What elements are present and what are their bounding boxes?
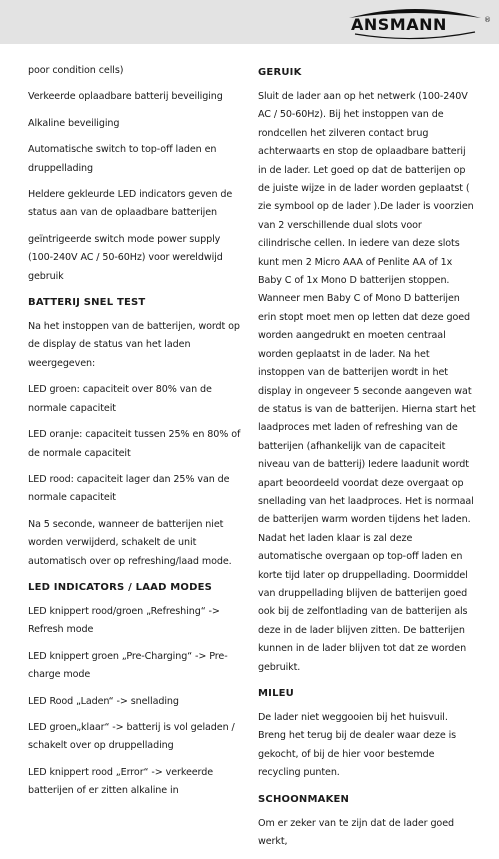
- paragraph: poor condition cells): [28, 65, 124, 76]
- section-heading: MILEU: [258, 688, 294, 699]
- right-column: [258, 62, 476, 859]
- registered-mark: ®: [484, 16, 491, 24]
- page-header: [0, 0, 499, 44]
- paragraph: Automatische switch to top-off laden en druppellading: [28, 144, 217, 174]
- paragraph: De lader niet weggooien bij het huisvuil. Breng het terug bij de dealer waar deze is gekocht, of bij de hier voor bestemde recycling punten.: [258, 712, 457, 779]
- paragraph: LED groen: capaciteit over 80% van de normale capaciteit: [28, 384, 212, 414]
- paragraph: LED Rood „Laden“ -> snellading: [28, 695, 179, 707]
- paragraph: Na het instoppen van de batterijen, wordt op de display de status van het laden weergegeven:: [28, 321, 240, 369]
- paragraph: LED knippert rood „Error“ -> verkeerde batterijen of er zitten alkaline in: [28, 766, 214, 797]
- left-column: [28, 62, 246, 809]
- paragraph: Sluit de lader aan op het netwerk (100-240V AC / 50-60Hz). Bij het instoppen van de rondcellen het zilveren contact brug achterwaarts en stop de oplaadbare batterij in de lader. Let goed op dat de batterijen op de juiste wijze in de lader worden geplaatst ( zie symbool op de lader ).De lader is voorzien van 2 verschillende dual slots voor cilindrische cellen. In iedere van deze slots kunt men 2 Micro AAA of Penlite AA of 1x Baby C of 1x Mono D batterijen stoppen. Wanneer men Baby C of Mono D batterijen erin stopt moet men op letten dat deze goed worden aangedrukt en moeten centraal worden geplaatst in de lader. Na het instoppen van de batterijen wordt in het display in ongeveer 5 seconde aangeven wat de status is van de batterijen. Hierna start het laadproces met laden of refreshing van de batterijen (afhankelijk van de capaciteit niveau van de batterij) Iedere laadunit wordt apart beoordeeld voordat deze overgaat op snellading van het laadproces. Het is normaal de batterijen warm worden tijdens het laden. Nadat het laden klaar is zal deze automatische overgaan op top-off laden en korte tijd later op druppellading. Doormiddel van druppellading blijven de batterijen goed ook bij de zelfontlading van de batterijen als deze in de lader blijven zitten. De batterijen kunnen in de lader blijven tot dat ze worden gebruikt.: [258, 91, 476, 673]
- paragraph: Alkaline beveiliging: [28, 117, 120, 129]
- section-heading: SCHOONMAKEN: [258, 793, 350, 805]
- paragraph: LED rood: capaciteit lager dan 25% van de normale capaciteit: [28, 473, 230, 504]
- ansmann-logo: [345, 6, 491, 40]
- paragraph: Heldere gekleurde LED indicators geven de status aan van de oplaadbare batterijen: [28, 189, 233, 219]
- paragraph: LED knippert rood/groen „Refreshing“ -> Refresh mode: [28, 605, 220, 636]
- paragraph: LED knippert groen „Pre-Charging“ -> Pre-charge mode: [28, 650, 228, 681]
- paragraph: LED groen„klaar“ -> batterij is vol geladen / schakelt over op druppellading: [28, 721, 235, 752]
- section-heading: GERUIK: [258, 67, 302, 78]
- paragraph: Verkeerde oplaadbare batterij beveiliging: [28, 91, 223, 103]
- paragraph: geïntrigeerde switch mode power supply (100-240V AC / 50-60Hz) voor wereldwijd gebruik: [28, 233, 223, 282]
- section-heading: BATTERIJ SNEL TEST: [28, 297, 146, 309]
- paragraph: Om er zeker van te zijn dat de lader goed werkt,: [258, 817, 454, 848]
- paragraph: Na 5 seconde, wanneer de batterijen niet worden verwijderd, schakelt de unit automatisch over op refreshing/laad mode.: [28, 518, 232, 567]
- brand-name: ANSMANN: [351, 15, 447, 34]
- section-heading: LED INDICATORS / LAAD MODES: [28, 581, 213, 593]
- paragraph: LED oranje: capaciteit tussen 25% en 80% of de normale capaciteit: [28, 429, 241, 459]
